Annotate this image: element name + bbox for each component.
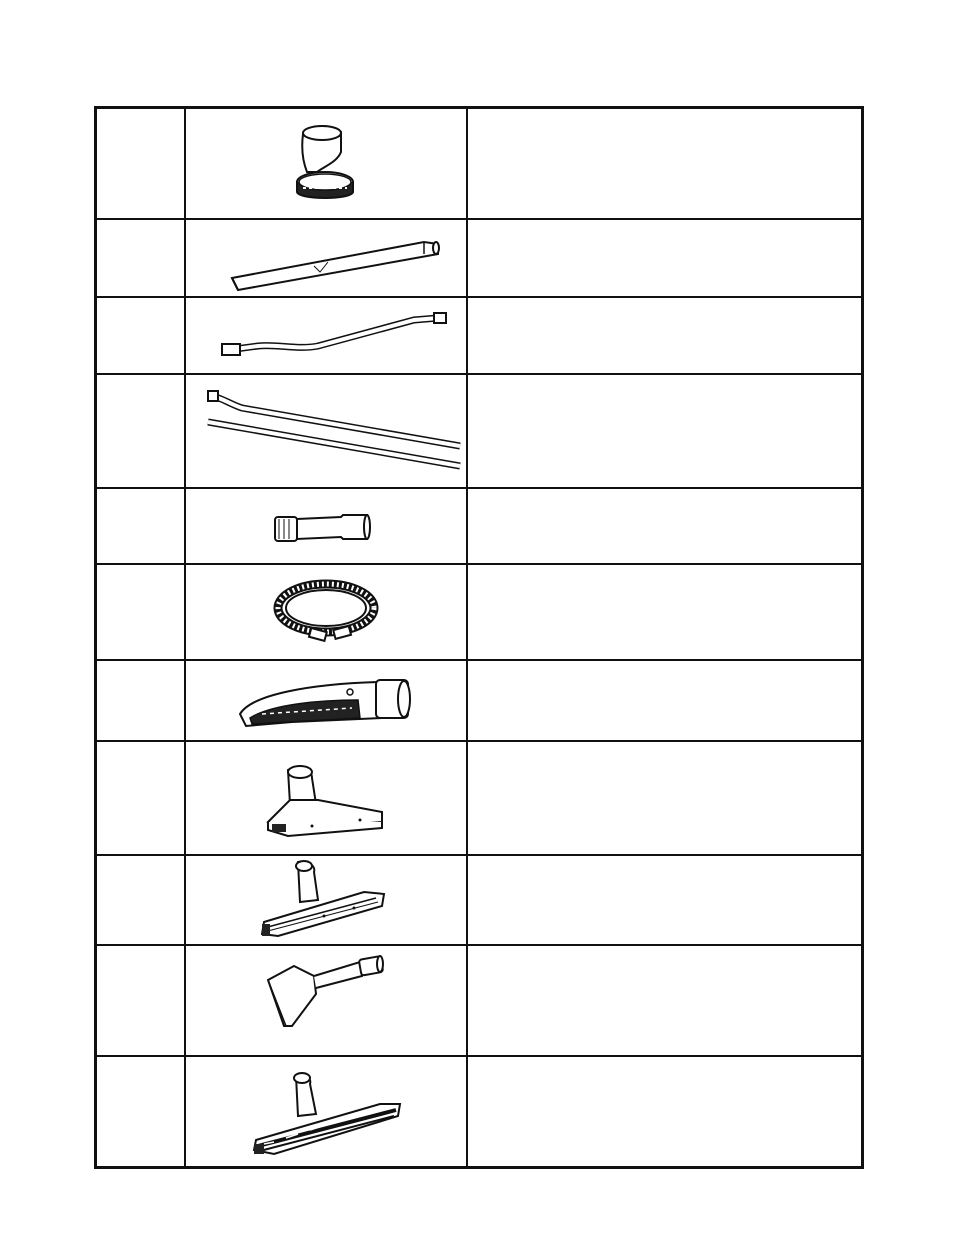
crevice-tool-icon [224,232,444,288]
straight-wands-icon [202,388,464,474]
floor-squeegee-icon [258,858,388,942]
table-grid [94,106,864,1169]
utility-nozzle-icon [264,764,386,840]
hose-cuff-icon [271,511,371,545]
floor-brush-icon [250,1070,404,1160]
round-adapter-icon [289,122,369,204]
upholstery-tool-icon [264,954,386,1030]
coiled-hose-icon [272,578,382,646]
bent-wand-icon [218,312,450,364]
parts-table [94,106,864,1169]
floor-tool-curved-icon [232,674,412,730]
